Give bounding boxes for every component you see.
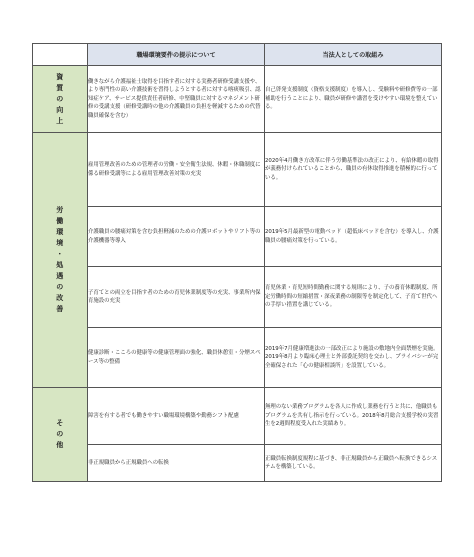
action-cell: 育児休業・育児短時間勤務に関する規則により、子の養育休暇制度、所定労働時間の短縮措置・深夜業務の制限等を制定化して、子育て世代への手厚い措置を講じている。 — [265, 267, 442, 328]
workplace-environment-table — [32, 43, 442, 482]
category-quality-improvement — [33, 66, 88, 133]
category-working-environment — [33, 133, 88, 388]
category-label: 資 質 の 向 上 — [56, 72, 64, 125]
requirement-cell: 健康診断・こころの健康等の健康管理面の強化、職員休憩室・分煙スペース等の整備 — [88, 328, 265, 388]
header-action: 当法人としての取組み — [265, 44, 442, 66]
requirement-cell: 介護職員の腰痛対策を含む負担軽減のための介護ロボットやリフト等の介護機器等導入 — [88, 207, 265, 267]
category-label: 労 働 環 境 ・ 処 遇 の 改 善 — [56, 206, 64, 313]
action-cell: 無理のない業務プログラムを各人に作成し業務を行うと共に、他職員もプログラムを共有し指示を行っている。2018年8月総合支援学校の実習生を2週間程度受入れた実績あり。 — [265, 388, 442, 445]
header-requirement: 職場環境要件の提示について — [88, 44, 265, 66]
action-cell: 2019年5月最新型の電動ベッド（超低床ベッドを含む）を導入し、介護職員の腰痛対策を行っている。 — [265, 207, 442, 267]
requirement-cell: 障害を有する者でも働きやすい職場環境構築や勤務シフト配慮 — [88, 388, 265, 445]
table-row — [33, 445, 442, 482]
table-row — [33, 267, 442, 328]
header-row — [33, 44, 442, 66]
requirement-cell: 雇用管理改善のための管理者の労働・安全衛生法規、休暇・休職制度に係る研修受講等による雇用管理改善対策の充実 — [88, 133, 265, 207]
requirement-cell: 非正規職員から正規職員への転換 — [88, 445, 265, 482]
action-cell: 正職員転換制度規程に基づき、非正規職員から正職員へ転換できるシステムを構築している。 — [265, 445, 442, 482]
table-row — [33, 207, 442, 267]
table-row — [33, 328, 442, 388]
action-cell: 2020年4月働き方改革に伴う労働基準法の改正により、有給休暇の取得が義務付けられていることから、職員の有休取得推進を積極的に行っている。 — [265, 133, 442, 207]
category-label: そ の 他 — [56, 419, 64, 449]
action-cell: 自己啓発支援制度（資格支援制度）を導入し、受験料や研修費等の一部補助を行うことにより、職員が研修や講習を受けやすい環境を整えている。 — [265, 66, 442, 133]
header-blank-cell — [33, 44, 88, 66]
category-other — [33, 388, 88, 482]
table-row — [33, 388, 442, 445]
table-row — [33, 133, 442, 207]
table-row — [33, 66, 442, 133]
requirement-cell: 子育てとの両立を目指す者のための育児休業制度等の充実、事業所内保育施設の充実 — [88, 267, 265, 328]
action-cell: 2019年7月健康増進法の一部改正により施設の敷地内全面禁煙を実施。2019年8月より臨床心理士と外部委託契約を交わし、プライバシーが完全確保された「心の健康相談所」を設置している。 — [265, 328, 442, 388]
requirement-cell: 働きながら介護福祉士取得を目指す者に対する実務者研修受講支援や、より専門性の高い介護技術を習得しようとする者に対する喀痰吸引、認知症ケア、サービス提供責任者研修、中堅職員に対するマネジメント研修の受講支援（研修受講時の他の介護職員の負担を軽減するための代替職員確保を含む） — [88, 66, 265, 133]
